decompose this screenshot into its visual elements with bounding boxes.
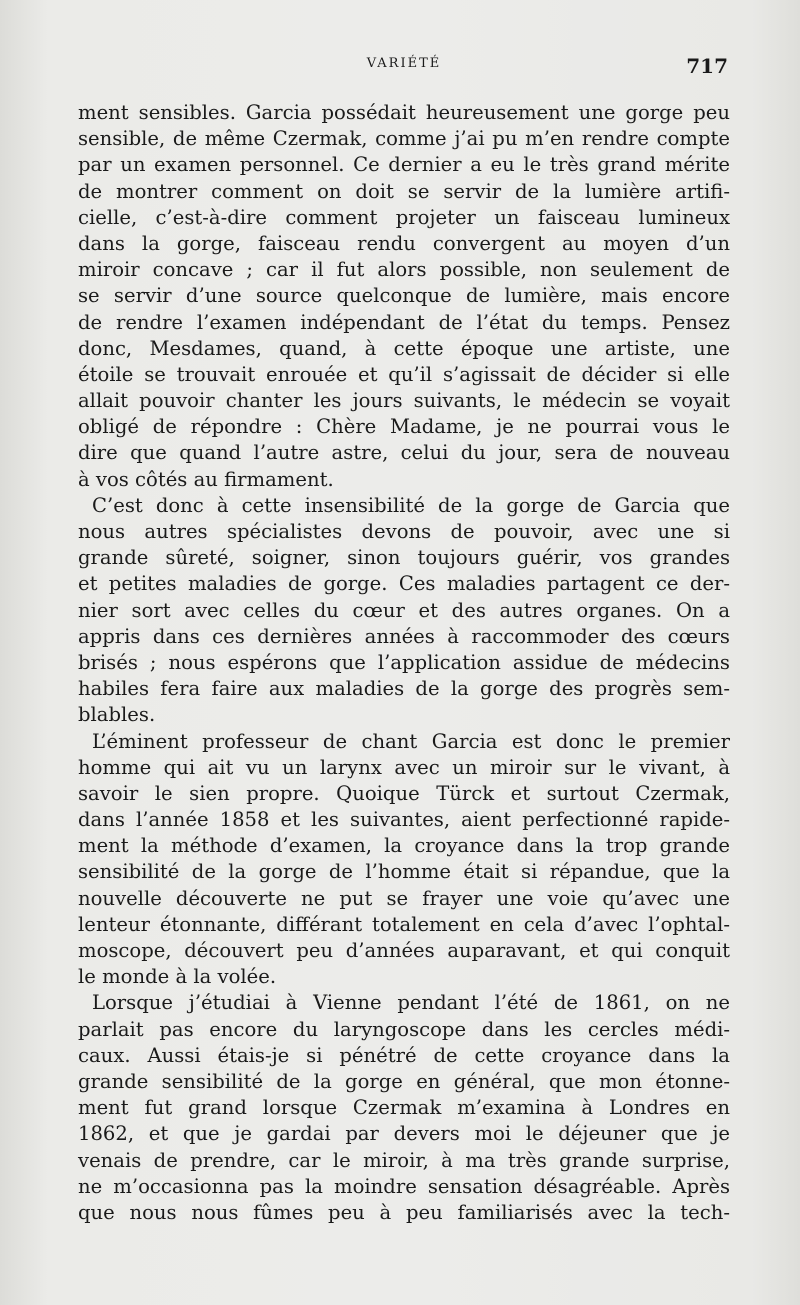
text-line: 1862, et que je gardai par devers moi le déjeuner que je: [78, 1122, 730, 1146]
text-line: dire que quand l’autre astre, celui du jour, sera de nouveau: [78, 441, 730, 465]
text-line: ne m’occasionna pas la moindre sensation désagréable. Après: [78, 1174, 730, 1198]
text-line: sensibilité de la gorge de l’homme était si répandue, que la: [78, 860, 730, 884]
text-line: C’est donc à cette insensibilité de la gorge de Garcia que: [92, 493, 730, 517]
text-line: et petites maladies de gorge. Ces maladies partagent ce der-: [78, 572, 730, 596]
text-line: par un examen personnel. Ce dernier a eu le très grand mérite: [78, 153, 730, 177]
text-line: moscope, découvert peu d’années auparavant, et qui conquit: [78, 939, 730, 962]
text-line: le monde à la volée.: [78, 965, 277, 989]
text-line: de montrer comment on doit se servir de la lumière artifi-: [78, 179, 730, 203]
text-line: nouvelle découverte ne put se frayer une voie qu’avec une: [78, 886, 730, 910]
text-line: Lorsque j’étudiai à Vienne pendant l’été de 1861, on ne: [92, 991, 730, 1015]
text-line: grande sûreté, soigner, sinon toujours guérir, vos grandes: [78, 546, 730, 570]
text-line: nier sort avec celles du cœur et des autres organes. On a: [78, 598, 730, 622]
text-line: appris dans ces dernières années à raccommoder des cœurs: [78, 624, 730, 648]
text-line: se servir d’une source quelconque de lumière, mais encore: [78, 284, 730, 308]
text-line: donc, Mesdames, quand, à cette époque une artiste, une: [78, 336, 730, 360]
text-line: cielle, c’est-à-dire comment projeter un faisceau lumineux: [78, 205, 730, 229]
page-header: [80, 56, 728, 88]
text-line: caux. Aussi étais-je si pénétré de cette croyance dans la: [78, 1043, 730, 1067]
text-line: sensible, de même Czermak, comme j’ai pu m’en rendre compte: [78, 127, 730, 151]
text-line: habiles fera faire aux maladies de la gorge des progrès sem-: [78, 677, 730, 701]
text-line: dans l’année 1858 et les suivantes, aient perfectionné rapide-: [78, 808, 730, 832]
text-line: ment fut grand lorsque Czermak m’examina à Londres en: [78, 1096, 730, 1120]
text-line: blables.: [78, 703, 156, 727]
text-line: de rendre l’examen indépendant de l’état du temps. Pensez: [78, 310, 730, 334]
text-line: que nous nous fûmes peu à peu familiarisés avec la tech-: [78, 1200, 730, 1224]
text-line: L’éminent professeur de chant Garcia est donc le premier: [92, 729, 730, 753]
text-line: venais de prendre, car le miroir, à ma très grande surprise,: [78, 1148, 730, 1172]
text-line: étoile se trouvait enrouée et qu’il s’agissait de décider si elle: [78, 362, 730, 386]
running-head: VARIÉTÉ: [366, 56, 442, 71]
text-line: savoir le sien propre. Quoique Türck et surtout Czermak,: [78, 781, 730, 805]
text-line: miroir concave ; car il fut alors possible, non seulement de: [78, 258, 730, 282]
text-line: homme qui ait vu un larynx avec un miroir sur le vivant, à: [78, 755, 730, 779]
page-number: 717: [686, 54, 728, 78]
text-line: ment la méthode d’examen, la croyance dans la trop grande: [78, 834, 730, 858]
text-line: allait pouvoir chanter les jours suivants, le médecin se voyait: [78, 389, 730, 413]
body-text: [78, 100, 730, 1226]
text-line: grande sensibilité de la gorge en général, que mon étonne-: [78, 1069, 730, 1093]
text-line: obligé de répondre : Chère Madame, je ne pourrai vous le: [78, 415, 730, 439]
text-line: brisés ; nous espérons que l’application assidue de médecins: [78, 650, 730, 674]
text-line: à vos côtés au firmament.: [78, 467, 334, 491]
text-line: parlait pas encore du laryngoscope dans les cercles médi-: [78, 1017, 730, 1041]
text-line: dans la gorge, faisceau rendu convergent au moyen d’un: [78, 231, 730, 255]
text-line: lenteur étonnante, différant totalement en cela d’avec l’ophtal-: [78, 912, 730, 936]
text-line: ment sensibles. Garcia possédait heureusement une gorge peu: [78, 101, 730, 124]
text-line: nous autres spécialistes devons de pouvoir, avec une si: [78, 520, 730, 543]
